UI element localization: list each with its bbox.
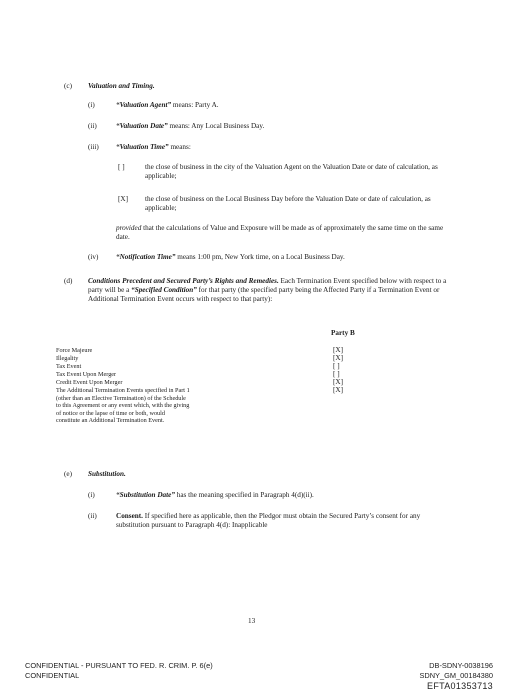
proviso-italic: provided: [116, 224, 142, 232]
item-e-ii-num: (ii): [88, 512, 97, 520]
item-c-ii-text: means: Any Local Business Day.: [167, 122, 265, 130]
footer-bates-db: DB-SDNY-0038196: [429, 661, 493, 670]
item-c-ii: [116, 122, 264, 131]
event-value-additional-termination: [X]: [333, 386, 343, 394]
section-c-label: (c): [64, 82, 72, 90]
section-d-label: (d): [64, 277, 73, 285]
event-value-force-majeure: [X]: [333, 346, 343, 354]
item-c-iv-text: means 1:00 pm, New York time, on a Local Business Day.: [175, 253, 345, 261]
proviso-text: that the calculations of Value and Exposure will be made as of approximately the same time on the same date.: [116, 224, 444, 242]
section-d-paragraph: [88, 277, 454, 305]
term-specified-condition: “Specified Condition”: [131, 286, 197, 295]
event-name-force-majeure: Force Majeure: [56, 347, 93, 354]
item-e-i-num: (i): [88, 491, 95, 499]
page-number: 13: [248, 617, 256, 625]
item-c-i: [116, 101, 219, 110]
option-2-text: the close of business on the Local Business Day before the Valuation Date or date of calculation, as applicable;: [145, 195, 431, 213]
column-header-party-b: Party B: [331, 329, 355, 337]
footer-confidential-line1: CONFIDENTIAL - PURSUANT TO FED. R. CRIM. P. 6(e): [25, 661, 213, 670]
section-e-heading: Substitution.: [88, 470, 126, 478]
section-d-text1: Each Termination Event specified below with respect to a party will be a: [88, 277, 447, 295]
item-c-iii-text: means:: [168, 143, 191, 151]
event-name-illegality: Illegality: [56, 355, 79, 362]
term-valuation-agent: “Valuation Agent”: [116, 101, 172, 109]
footer-confidential-line2: CONFIDENTIAL: [25, 671, 80, 680]
section-d-heading: Conditions Precedent and Secured Party’s Rights and Remedies.: [88, 277, 279, 285]
item-c-iii: [116, 143, 191, 152]
event-value-credit-event-upon-merger: [X]: [333, 378, 343, 386]
event-name-tax-event-upon-merger: Tax Event Upon Merger: [56, 371, 117, 378]
option-2-box: [X]: [118, 195, 128, 203]
event-name-tax-event: Tax Event: [56, 363, 82, 370]
option-1-box: [ ]: [118, 163, 125, 171]
item-e-i: [116, 491, 314, 500]
term-valuation-date: “Valuation Date”: [116, 122, 168, 130]
event-name-credit-event-upon-merger: Credit Event Upon Merger: [56, 379, 123, 386]
section-d-text2: for that party (the specified party being the Affected Party if a Termination Event or Additional Termination Event occurs with respect to that party):: [88, 286, 440, 304]
item-c-iv: [116, 253, 345, 262]
term-substitution-date: “Substitution Date”: [116, 491, 175, 499]
item-c-i-text: means: Party A.: [171, 101, 219, 109]
item-e-ii: [116, 512, 454, 530]
item-c-ii-num: (ii): [88, 122, 97, 130]
option-1-text: the close of business in the city of the Valuation Agent on the Valuation Date or date of calculation, as applicable;: [145, 163, 438, 181]
item-c-iii-num: (iii): [88, 143, 99, 151]
event-value-illegality: [X]: [333, 354, 343, 362]
item-e-i-text: has the meaning specified in Paragraph 4(d)(ii).: [174, 491, 314, 499]
proviso: [116, 224, 453, 242]
event-name-additional-termination: The Additional Termination Events specified in Part 1 (other than an Elective Termination) of the Schedule to this Agreement or any event which, with the giving of notice or the lapse of time or both, would constitute an Additional Termination Event.: [56, 387, 190, 425]
item-c-i-num: (i): [88, 101, 95, 109]
section-e-label: (e): [64, 470, 72, 478]
section-c-heading: Valuation and Timing.: [88, 82, 155, 90]
term-consent: Consent.: [116, 512, 143, 520]
item-c-iv-num: (iv): [88, 253, 99, 261]
term-valuation-time: “Valuation Time”: [116, 143, 169, 151]
item-e-ii-text: If specified here as applicable, then the Pledgor must obtain the Secured Party’s consent for any substitution pursuant to Paragraph 4(d): Inapplicable: [116, 512, 421, 530]
term-notification-time: “Notification Time”: [116, 253, 176, 261]
event-value-tax-event-upon-merger: [ ]: [333, 370, 340, 378]
footer-bates-sdny: SDNY_GM_00184380: [419, 671, 493, 680]
footer-bates-efta: EFTA01353713: [427, 681, 493, 691]
event-value-tax-event: [ ]: [333, 362, 340, 370]
